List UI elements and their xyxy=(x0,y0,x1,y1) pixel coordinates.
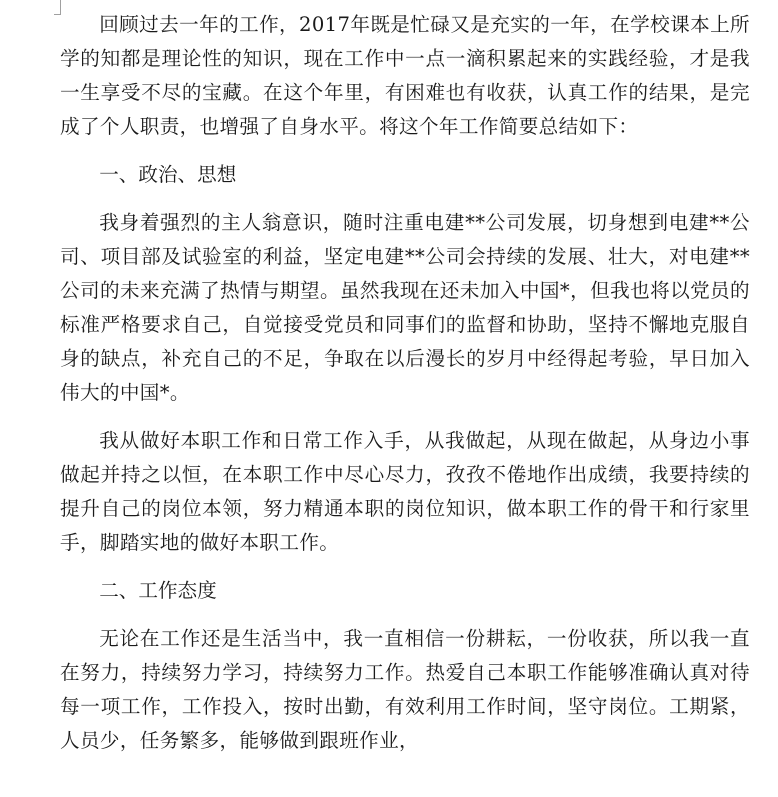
intro-paragraph: 回顾过去一年的工作，2017年既是忙碌又是充实的一年，在学校课本上所学的知都是理论性的知识，现在工作中一点一滴积累起来的实践经验，才是我一生享受不尽的宝藏。在这个年里，有困难也有收获，认真工作的结果，是完成了个人职责，也增强了自身水平。将这个年工作简要总结如下： xyxy=(60,13,750,138)
section-heading-politics: 一、政治、思想 xyxy=(99,163,237,186)
politics-paragraph: 我身着强烈的主人翁意识，随时注重电建**公司发展，切身想到电建**公司、项目部及试验室的利益，坚定电建**公司会持续的发展、壮大，对电建**公司的未来充满了热情与期望。虽然我现在还未加入中国*，但我也将以党员的标准严格要求自己，自觉接受党员和同事们的监督和协助，坚持不懈地克服自身的缺点，补充自己的不足，争取在以后漫长的岁月中经得起考验，早日加入伟大的中国*。 xyxy=(60,211,750,404)
duty-paragraph: 我从做好本职工作和日常工作入手，从我做起，从现在做起，从身边小事做起并持之以恒，在本职工作中尽心尽力，孜孜不倦地作出成绩，我要持续的提升自己的岗位本领，努力精通本职的岗位知识，做本职工作的骨干和行家里手，脚踏实地的做好本职工作。 xyxy=(60,429,750,554)
paragraph-spacing xyxy=(60,192,750,206)
paragraph-spacing xyxy=(60,608,750,622)
attitude-paragraph: 无论在工作还是生活当中，我一直相信一份耕耘，一份收获，所以我一直在努力，持续努力学习，持续努力工作。热爱自己本职工作能够准确认真对待每一项工作，工作投入，按时出勤，有效利用工作时间，坚守岗位。工期紧，人员少，任务繁多，能够做到跟班作业， xyxy=(60,627,750,752)
paragraph-spacing xyxy=(60,144,750,158)
section-heading-attitude: 二、工作态度 xyxy=(99,579,217,602)
paragraph-spacing xyxy=(60,560,750,574)
paragraph-spacing xyxy=(60,410,750,424)
document-body xyxy=(60,8,750,758)
